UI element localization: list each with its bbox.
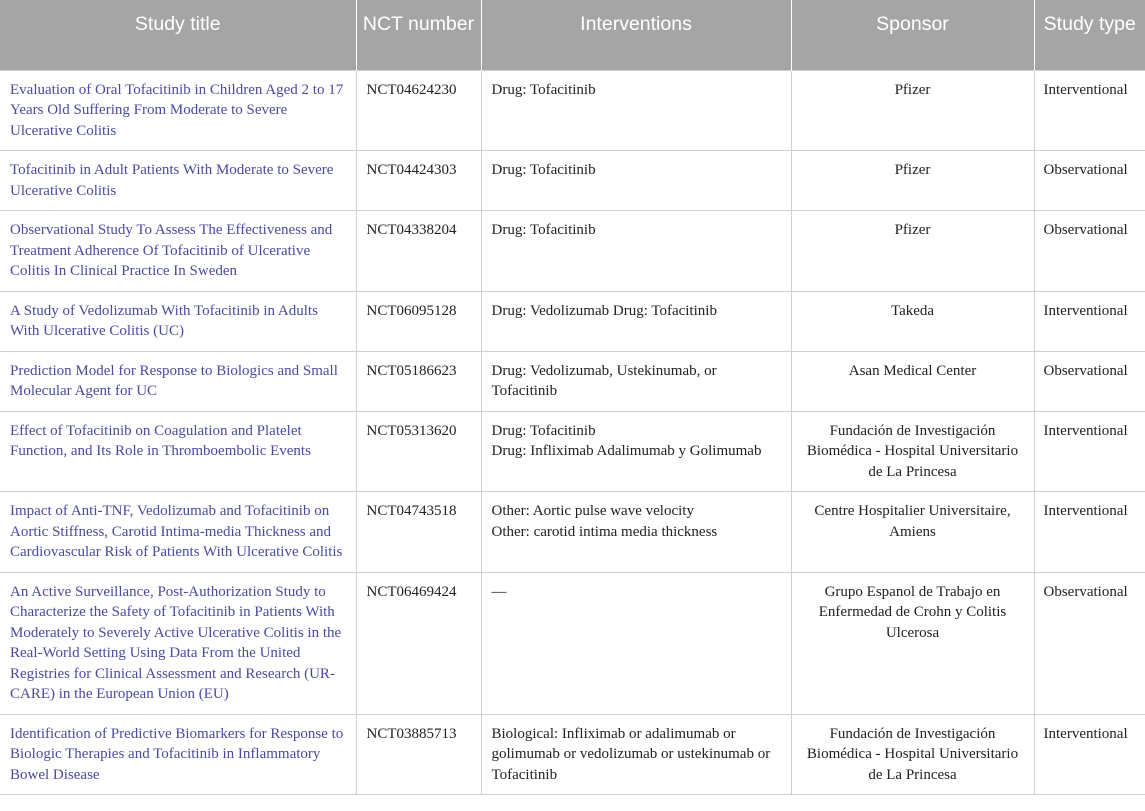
interventions-cell — [481, 714, 791, 795]
study-title-link[interactable]: Observational Study To Assess The Effectiveness and Treatment Adherence Of Tofacitinib of Ulcerative Colitis In Clinical Practice In Sweden — [0, 211, 356, 292]
study-type: Observational — [1034, 351, 1145, 411]
interventions-cell — [481, 351, 791, 411]
study-title-link[interactable]: Evaluation of Oral Tofacitinib in Children Aged 2 to 17 Years Old Suffering From Moderate to Severe Ulcerative Colitis — [0, 70, 356, 151]
study-title-link[interactable]: Tofacitinib in Adult Patients With Moderate to Severe Ulcerative Colitis — [0, 151, 356, 211]
study-type: Observational — [1034, 572, 1145, 714]
intervention-item: Other: Aortic pulse wave velocity — [491, 503, 694, 519]
sponsor: Asan Medical Center — [791, 351, 1034, 411]
header-study-title: Study title — [0, 0, 356, 70]
nct-number: NCT06469424 — [356, 572, 481, 714]
nct-number: NCT04743518 — [356, 492, 481, 573]
table-row — [0, 151, 1145, 211]
nct-number: NCT06095128 — [356, 291, 481, 351]
intervention-item: Drug: Vedolizumab Drug: Tofacitinib — [491, 302, 717, 319]
header-sponsor: Sponsor — [791, 0, 1034, 70]
study-title-link[interactable]: A Study of Vedolizumab With Tofacitinib in Adults With Ulcerative Colitis (UC) — [0, 291, 356, 351]
sponsor: Takeda — [791, 291, 1034, 351]
table-row — [0, 572, 1145, 714]
interventions-cell — [481, 572, 791, 714]
sponsor: Pfizer — [791, 211, 1034, 292]
intervention-item: Drug: Vedolizumab, Ustekinumab, or Tofacitinib — [491, 362, 717, 399]
header-row — [0, 0, 1145, 70]
interventions-cell — [481, 492, 791, 573]
intervention-item: Drug: Tofacitinib — [491, 162, 596, 178]
intervention-item: Biological: Infliximab or adalimumab or golimumab or vedolizumab or ustekinumab or Tofacitinib — [491, 725, 771, 783]
study-title-link[interactable]: Identification of Predictive Biomarkers for Response to Biologic Therapies and Tofacitinib in Inflammatory Bowel Disease — [0, 714, 356, 795]
sponsor: Pfizer — [791, 70, 1034, 151]
table-row — [0, 714, 1145, 795]
header-interventions: Interventions — [481, 0, 791, 70]
study-title-link[interactable]: Effect of Tofacitinib on Coagulation and Platelet Function, and Its Role in Thromboembolic Events — [0, 411, 356, 492]
table-row — [0, 411, 1145, 492]
interventions-cell — [481, 291, 791, 351]
nct-number: NCT05313620 — [356, 411, 481, 492]
nct-number: NCT05186623 — [356, 351, 481, 411]
sponsor: Centre Hospitalier Universitaire, Amiens — [791, 492, 1034, 573]
study-type: Interventional — [1034, 70, 1145, 151]
interventions-cell — [481, 151, 791, 211]
table-row — [0, 211, 1145, 292]
nct-number: NCT04624230 — [356, 70, 481, 151]
nct-number: NCT04338204 — [356, 211, 481, 292]
header-study-type: Study type — [1034, 0, 1145, 70]
sponsor: Fundación de Investigación Biomédica - Hospital Universitario de La Princesa — [791, 714, 1034, 795]
sponsor: Grupo Espanol de Trabajo en Enfermedad de Crohn y Colitis Ulcerosa — [791, 572, 1034, 714]
interventions-cell — [481, 211, 791, 292]
intervention-item: — — [491, 583, 507, 600]
intervention-item: Drug: Tofacitinib — [491, 222, 596, 238]
study-type: Observational — [1034, 151, 1145, 211]
study-title-link[interactable]: Impact of Anti-TNF, Vedolizumab and Tofacitinib on Aortic Stiffness, Carotid Intima-media Thickness and Cardiovascular Risk of Patients With Ulcerative Colitis — [0, 492, 356, 573]
table-row — [0, 351, 1145, 411]
interventions-cell — [481, 411, 791, 492]
study-type: Interventional — [1034, 492, 1145, 573]
study-title-link[interactable]: An Active Surveillance, Post-Authorization Study to Characterize the Safety of Tofacitinib in Patients With Moderately to Severely Active Ulcerative Colitis in the Real-World Setting Using Data From the United Registries for Clinical Assessment and Research (UR-CARE) in the European Union (EU) — [0, 572, 356, 714]
study-title-link[interactable]: Prediction Model for Response to Biologics and Small Molecular Agent for UC — [0, 351, 356, 411]
study-type: Interventional — [1034, 291, 1145, 351]
table-row — [0, 70, 1145, 151]
intervention-item: Drug: Tofacitinib — [491, 81, 596, 98]
nct-number: NCT04424303 — [356, 151, 481, 211]
sponsor: Pfizer — [791, 151, 1034, 211]
interventions-cell — [481, 70, 791, 151]
sponsor: Fundación de Investigación Biomédica - Hospital Universitario de La Princesa — [791, 411, 1034, 492]
nct-number: NCT03885713 — [356, 714, 481, 795]
study-type: Interventional — [1034, 411, 1145, 492]
intervention-item: Drug: Tofacitinib — [491, 422, 596, 439]
study-type: Observational — [1034, 211, 1145, 292]
intervention-item: Other: carotid intima media thickness — [491, 523, 718, 540]
intervention-item: Drug: Infliximab Adalimumab y Golimumab — [491, 443, 762, 459]
header-nct-number: NCT number — [356, 0, 481, 70]
table-body — [0, 70, 1145, 795]
study-type: Interventional — [1034, 714, 1145, 795]
table-row — [0, 492, 1145, 573]
table-row — [0, 291, 1145, 351]
